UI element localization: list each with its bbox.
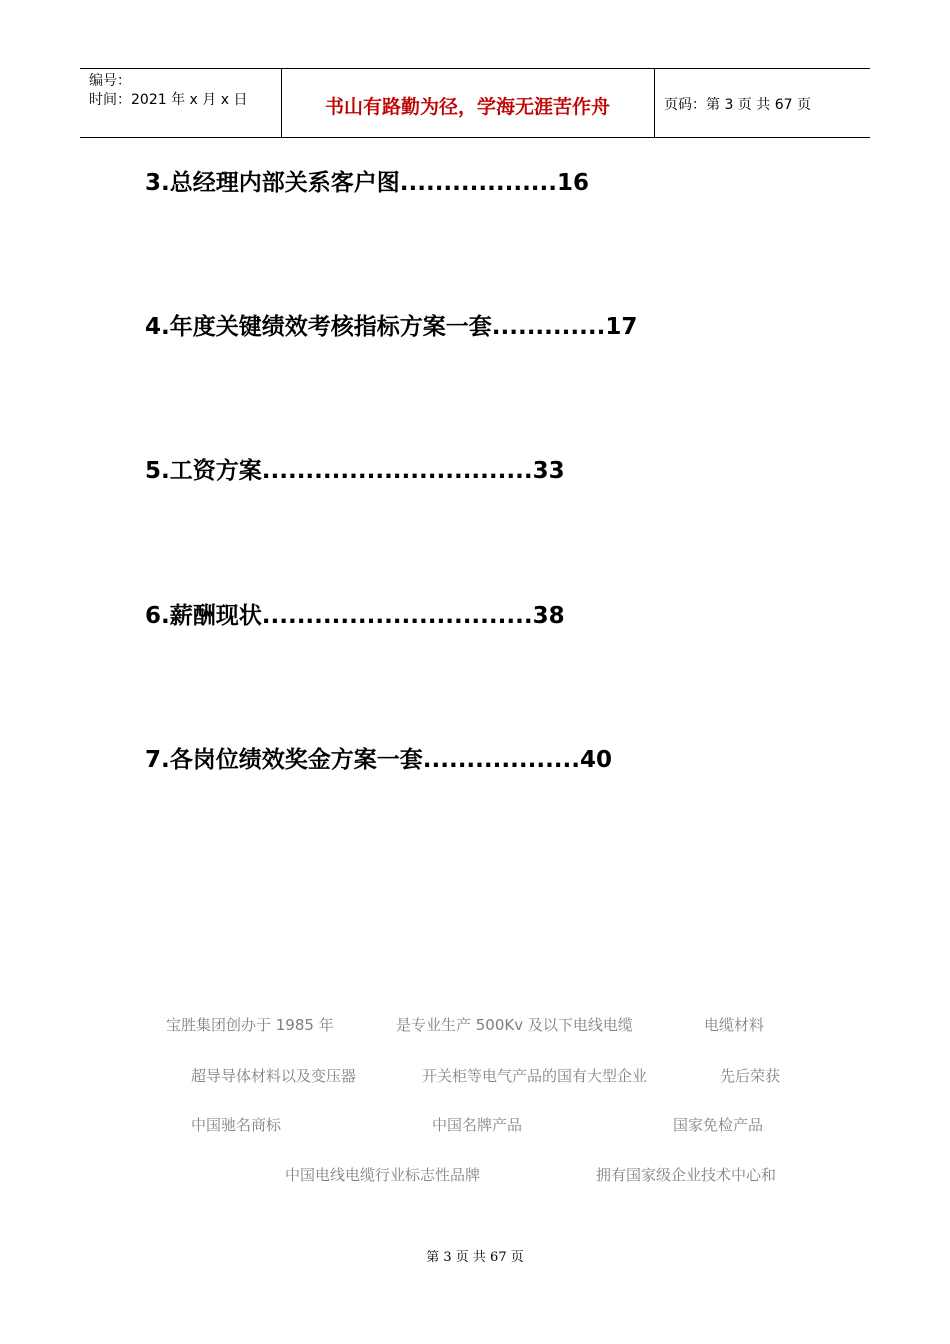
- header-middle-cell: [281, 69, 655, 137]
- watermark-text: 宝胜集团创办于 1985 年: [166, 1016, 334, 1034]
- toc-entry-4[interactable]: 4.年度关键绩效考核指标方案一套.............17: [145, 314, 638, 340]
- page-header: [80, 68, 870, 138]
- toc-entry-7[interactable]: 7.各岗位绩效奖金方案一套..................40: [145, 747, 613, 773]
- watermark-text: 中国电线电缆行业标志性品牌: [285, 1166, 481, 1184]
- watermark-text: 开关柜等电气产品的国有大型企业: [422, 1067, 648, 1085]
- watermark-text: 先后荣获: [720, 1067, 781, 1085]
- toc-entry-3[interactable]: 3.总经理内部关系客户图..................16: [145, 170, 590, 196]
- header-page-info: 页码：第 3 页 共 67 页: [664, 97, 811, 113]
- watermark-text: 电缆材料: [704, 1016, 765, 1034]
- header-motto: 书山有路勤为径，学海无涯苦作舟: [324, 96, 610, 118]
- document-number-label: 编号：: [89, 73, 131, 89]
- toc-entry-5[interactable]: 5.工资方案...............................33: [145, 458, 565, 484]
- header-left-cell: [80, 69, 282, 137]
- page-footer: 第 3 页 共 67 页: [426, 1250, 524, 1265]
- watermark-text: 是专业生产 500Kv 及以下电线电缆: [396, 1016, 633, 1034]
- watermark-text: 拥有国家级企业技术中心和: [596, 1166, 777, 1184]
- watermark-text: 国家免检产品: [673, 1116, 764, 1134]
- document-time-label: 时间：2021 年 x 月 x 日: [89, 92, 248, 108]
- watermark-text: 超导导体材料以及变压器: [191, 1067, 357, 1085]
- watermark-text: 中国驰名商标: [191, 1116, 282, 1134]
- header-right-cell: [655, 69, 870, 137]
- toc-entry-6[interactable]: 6.薪酬现状...............................38: [145, 603, 565, 629]
- watermark-text: 中国名牌产品: [432, 1116, 523, 1134]
